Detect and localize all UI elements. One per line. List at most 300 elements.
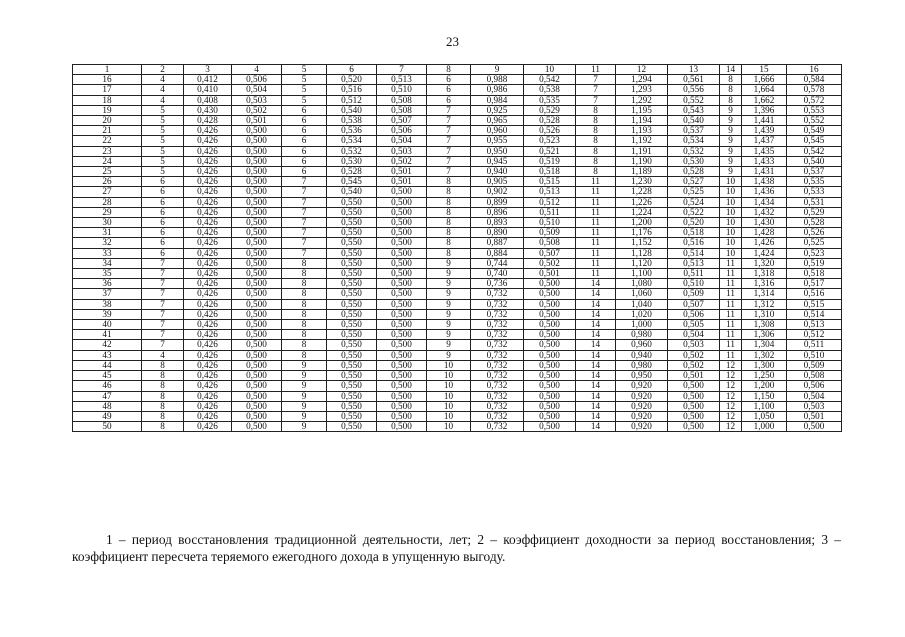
table-cell: 0,426 xyxy=(184,197,232,207)
table-cell: 0,512 xyxy=(524,197,576,207)
table-cell: 0,513 xyxy=(668,258,720,268)
table-cell: 1,100 xyxy=(742,401,787,411)
table-cell: 0,428 xyxy=(184,116,232,126)
table-cell: 0,584 xyxy=(787,75,842,85)
table-cell: 0,426 xyxy=(184,371,232,381)
table-cell: 10 xyxy=(427,371,471,381)
table-cell: 0,513 xyxy=(524,187,576,197)
table-cell: 0,430 xyxy=(184,105,232,115)
table-cell: 0,500 xyxy=(524,401,576,411)
table-cell: 48 xyxy=(73,401,142,411)
table-cell: 0,511 xyxy=(787,340,842,350)
table-cell: 0,500 xyxy=(377,330,427,340)
table-cell: 10 xyxy=(720,197,742,207)
table-cell: 8 xyxy=(720,85,742,95)
table-cell: 6 xyxy=(427,95,471,105)
table-cell: 11 xyxy=(576,197,616,207)
table-cell: 22 xyxy=(73,136,142,146)
table-cell: 33 xyxy=(73,248,142,258)
table-cell: 0,504 xyxy=(668,330,720,340)
table-cell: 0,514 xyxy=(668,248,720,258)
table-cell: 0,984 xyxy=(471,95,524,105)
table-cell: 8 xyxy=(576,167,616,177)
table-cell: 0,500 xyxy=(232,401,282,411)
table-cell: 12 xyxy=(720,411,742,421)
table-cell: 0,732 xyxy=(471,401,524,411)
table-cell: 0,426 xyxy=(184,360,232,370)
table-cell: 0,500 xyxy=(232,177,282,187)
table-cell: 0,550 xyxy=(327,299,377,309)
table-cell: 32 xyxy=(73,238,142,248)
table-cell: 1,080 xyxy=(616,279,668,289)
table-cell: 1,310 xyxy=(742,309,787,319)
table-cell: 0,896 xyxy=(471,207,524,217)
table-cell: 0,516 xyxy=(668,238,720,248)
table-cell: 0,518 xyxy=(524,167,576,177)
table-cell: 0,550 xyxy=(327,258,377,268)
table-cell: 0,899 xyxy=(471,197,524,207)
table-cell: 11 xyxy=(720,309,742,319)
table-cell: 0,500 xyxy=(377,238,427,248)
table-cell: 41 xyxy=(73,330,142,340)
table-cell: 5 xyxy=(142,136,184,146)
table-cell: 10 xyxy=(720,207,742,217)
table-cell: 0,940 xyxy=(471,167,524,177)
table-cell: 0,426 xyxy=(184,187,232,197)
table-cell: 0,537 xyxy=(668,126,720,136)
table-cell: 0,412 xyxy=(184,75,232,85)
table-cell: 11 xyxy=(720,289,742,299)
table-cell: 0,500 xyxy=(232,238,282,248)
table-cell: 0,500 xyxy=(232,228,282,238)
table-cell: 8 xyxy=(142,360,184,370)
table-cell: 0,527 xyxy=(668,177,720,187)
table-cell: 11 xyxy=(576,228,616,238)
table-cell: 0,529 xyxy=(524,105,576,115)
table-cell: 9 xyxy=(427,340,471,350)
table-cell: 1,192 xyxy=(616,136,668,146)
table-cell: 0,500 xyxy=(232,156,282,166)
table-cell: 0,408 xyxy=(184,95,232,105)
table-cell: 0,519 xyxy=(787,258,842,268)
table-cell: 0,501 xyxy=(232,116,282,126)
table-cell: 0,525 xyxy=(787,238,842,248)
table-cell: 0,520 xyxy=(327,75,377,85)
table-cell: 0,511 xyxy=(668,269,720,279)
table-cell: 0,732 xyxy=(471,299,524,309)
table-cell: 29 xyxy=(73,207,142,217)
table-cell: 10 xyxy=(720,177,742,187)
table-cell: 0,578 xyxy=(787,85,842,95)
table-cell: 9 xyxy=(282,401,327,411)
table-cell: 1,050 xyxy=(742,411,787,421)
table-cell: 6 xyxy=(142,207,184,217)
table-cell: 0,540 xyxy=(327,187,377,197)
table-cell: 44 xyxy=(73,360,142,370)
table-cell: 28 xyxy=(73,197,142,207)
table-cell: 0,500 xyxy=(377,279,427,289)
table-cell: 6 xyxy=(142,248,184,258)
table-cell: 1,226 xyxy=(616,197,668,207)
column-header: 2 xyxy=(142,65,184,75)
table-cell: 0,509 xyxy=(668,289,720,299)
table-cell: 0,506 xyxy=(232,75,282,85)
table-cell: 0,540 xyxy=(668,116,720,126)
table-cell: 0,732 xyxy=(471,391,524,401)
table-cell: 7 xyxy=(282,187,327,197)
table-cell: 0,500 xyxy=(377,299,427,309)
table-cell: 0,550 xyxy=(327,238,377,248)
table-cell: 0,740 xyxy=(471,269,524,279)
table-cell: 8 xyxy=(282,340,327,350)
table-cell: 35 xyxy=(73,269,142,279)
table-cell: 9 xyxy=(720,105,742,115)
table-cell: 0,503 xyxy=(232,95,282,105)
table-cell: 0,502 xyxy=(232,105,282,115)
table-cell: 0,500 xyxy=(377,422,427,432)
table-cell: 0,529 xyxy=(787,207,842,217)
table-cell: 0,426 xyxy=(184,401,232,411)
table-cell: 7 xyxy=(427,116,471,126)
column-header: 15 xyxy=(742,65,787,75)
table-cell: 1,020 xyxy=(616,309,668,319)
table-row xyxy=(73,187,842,197)
table-cell: 0,920 xyxy=(616,411,668,421)
table-cell: 0,732 xyxy=(471,360,524,370)
table-cell: 0,510 xyxy=(668,279,720,289)
table-cell: 10 xyxy=(720,238,742,248)
table-cell: 0,519 xyxy=(524,156,576,166)
table-cell: 0,426 xyxy=(184,411,232,421)
table-cell: 1,200 xyxy=(742,381,787,391)
table-cell: 0,500 xyxy=(377,320,427,330)
table-cell: 6 xyxy=(142,218,184,228)
table-cell: 0,552 xyxy=(787,116,842,126)
table-cell: 11 xyxy=(576,207,616,217)
table-cell: 25 xyxy=(73,167,142,177)
table-row xyxy=(73,371,842,381)
table-cell: 0,550 xyxy=(327,391,377,401)
table-cell: 0,506 xyxy=(668,309,720,319)
table-cell: 8 xyxy=(576,146,616,156)
table-row xyxy=(73,299,842,309)
table-row xyxy=(73,238,842,248)
table-cell: 1,100 xyxy=(616,269,668,279)
table-cell: 0,501 xyxy=(524,269,576,279)
table-cell: 0,528 xyxy=(524,116,576,126)
table-cell: 0,516 xyxy=(787,289,842,299)
table-row xyxy=(73,105,842,115)
table-cell: 6 xyxy=(427,75,471,85)
table-cell: 0,980 xyxy=(616,330,668,340)
table-cell: 0,500 xyxy=(377,207,427,217)
table-cell: 0,552 xyxy=(668,95,720,105)
table-cell: 9 xyxy=(427,330,471,340)
table-cell: 0,500 xyxy=(377,218,427,228)
column-header: 3 xyxy=(184,65,232,75)
table-cell: 0,550 xyxy=(327,279,377,289)
table-cell: 0,426 xyxy=(184,136,232,146)
table-cell: 43 xyxy=(73,350,142,360)
table-cell: 0,960 xyxy=(616,340,668,350)
table-cell: 14 xyxy=(576,340,616,350)
table-cell: 0,503 xyxy=(377,146,427,156)
table-cell: 0,426 xyxy=(184,350,232,360)
table-cell: 0,503 xyxy=(787,401,842,411)
table-cell: 0,500 xyxy=(232,289,282,299)
table-cell: 0,535 xyxy=(524,95,576,105)
table-cell: 5 xyxy=(142,156,184,166)
table-cell: 0,550 xyxy=(327,269,377,279)
table-cell: 9 xyxy=(720,156,742,166)
table-cell: 0,500 xyxy=(377,350,427,360)
table-row xyxy=(73,126,842,136)
table-cell: 0,965 xyxy=(471,116,524,126)
table-cell: 7 xyxy=(142,330,184,340)
table-cell: 0,500 xyxy=(232,340,282,350)
table-cell: 6 xyxy=(142,197,184,207)
table-cell: 4 xyxy=(142,75,184,85)
table-cell: 0,512 xyxy=(787,330,842,340)
table-cell: 0,502 xyxy=(377,156,427,166)
table-cell: 0,500 xyxy=(377,248,427,258)
table-cell: 1,430 xyxy=(742,218,787,228)
table-cell: 8 xyxy=(576,126,616,136)
table-cell: 7 xyxy=(427,156,471,166)
table-cell: 0,500 xyxy=(668,391,720,401)
table-cell: 7 xyxy=(282,197,327,207)
table-cell: 0,500 xyxy=(232,136,282,146)
table-cell: 0,545 xyxy=(787,136,842,146)
table-cell: 7 xyxy=(427,167,471,177)
table-cell: 0,509 xyxy=(787,360,842,370)
table-cell: 0,920 xyxy=(616,401,668,411)
table-cell: 0,426 xyxy=(184,156,232,166)
table-cell: 1,302 xyxy=(742,350,787,360)
table-cell: 1,439 xyxy=(742,126,787,136)
table-cell: 49 xyxy=(73,411,142,421)
table-cell: 0,526 xyxy=(787,228,842,238)
table-cell: 0,501 xyxy=(787,411,842,421)
table-cell: 6 xyxy=(427,85,471,95)
table-cell: 14 xyxy=(576,391,616,401)
table-cell: 0,732 xyxy=(471,381,524,391)
table-row xyxy=(73,411,842,421)
table-cell: 0,426 xyxy=(184,146,232,156)
table-cell: 12 xyxy=(720,360,742,370)
table-cell: 6 xyxy=(142,177,184,187)
table-cell: 8 xyxy=(427,228,471,238)
table-cell: 10 xyxy=(720,218,742,228)
table-cell: 34 xyxy=(73,258,142,268)
table-cell: 0,504 xyxy=(232,85,282,95)
table-cell: 8 xyxy=(142,371,184,381)
table-cell: 0,500 xyxy=(524,381,576,391)
table-cell: 0,732 xyxy=(471,309,524,319)
table-cell: 0,732 xyxy=(471,330,524,340)
table-cell: 0,508 xyxy=(377,105,427,115)
table-cell: 0,732 xyxy=(471,422,524,432)
table-row xyxy=(73,258,842,268)
table-cell: 0,550 xyxy=(327,422,377,432)
table-cell: 14 xyxy=(576,309,616,319)
table-cell: 10 xyxy=(720,248,742,258)
table-cell: 0,572 xyxy=(787,95,842,105)
table-cell: 8 xyxy=(282,279,327,289)
table-cell: 14 xyxy=(576,371,616,381)
table-cell: 0,920 xyxy=(616,391,668,401)
table-cell: 0,500 xyxy=(524,340,576,350)
table-cell: 0,500 xyxy=(232,350,282,360)
table-cell: 0,513 xyxy=(787,320,842,330)
table-cell: 8 xyxy=(142,401,184,411)
table-cell: 6 xyxy=(142,238,184,248)
table-cell: 10 xyxy=(427,422,471,432)
footnote: 1 – период восстановления традиционной деятельности, лет; 2 – коэффициент доходности за период восстановления; 3 – коэффициент пересчета теряемого ежегодного дохода в упущенную выгоду. xyxy=(72,532,841,564)
table-cell: 9 xyxy=(720,136,742,146)
table-cell: 7 xyxy=(427,126,471,136)
table-cell: 0,500 xyxy=(232,381,282,391)
table-row xyxy=(73,309,842,319)
table-cell: 1,150 xyxy=(742,391,787,401)
table-cell: 9 xyxy=(427,289,471,299)
table-row xyxy=(73,320,842,330)
table-cell: 1,195 xyxy=(616,105,668,115)
table-cell: 0,426 xyxy=(184,218,232,228)
column-header: 5 xyxy=(282,65,327,75)
table-cell: 8 xyxy=(576,116,616,126)
table-cell: 10 xyxy=(427,381,471,391)
table-cell: 0,500 xyxy=(524,360,576,370)
table-cell: 7 xyxy=(282,207,327,217)
table-cell: 0,518 xyxy=(787,269,842,279)
table-cell: 0,509 xyxy=(524,228,576,238)
table-cell: 8 xyxy=(282,269,327,279)
table-cell: 1,191 xyxy=(616,146,668,156)
table-cell: 12 xyxy=(720,391,742,401)
table-cell: 14 xyxy=(576,299,616,309)
table-row xyxy=(73,248,842,258)
table-cell: 9 xyxy=(282,371,327,381)
table-row xyxy=(73,75,842,85)
table-cell: 0,426 xyxy=(184,258,232,268)
table-cell: 0,543 xyxy=(668,105,720,115)
table-cell: 46 xyxy=(73,381,142,391)
table-cell: 8 xyxy=(142,381,184,391)
table-cell: 0,426 xyxy=(184,391,232,401)
table-cell: 1,426 xyxy=(742,238,787,248)
column-header: 11 xyxy=(576,65,616,75)
column-header: 4 xyxy=(232,65,282,75)
table-cell: 1,000 xyxy=(616,320,668,330)
table-cell: 8 xyxy=(576,136,616,146)
table-cell: 1,431 xyxy=(742,167,787,177)
table-cell: 9 xyxy=(427,269,471,279)
table-row xyxy=(73,228,842,238)
table-cell: 0,523 xyxy=(524,136,576,146)
table-cell: 18 xyxy=(73,95,142,105)
table-cell: 0,525 xyxy=(668,187,720,197)
table-cell: 11 xyxy=(576,177,616,187)
table-cell: 14 xyxy=(576,289,616,299)
table-cell: 0,540 xyxy=(787,156,842,166)
table-cell: 0,502 xyxy=(668,360,720,370)
table-cell: 9 xyxy=(427,350,471,360)
table-cell: 7 xyxy=(142,299,184,309)
table-cell: 14 xyxy=(576,381,616,391)
table-cell: 8 xyxy=(282,320,327,330)
table-cell: 10 xyxy=(720,187,742,197)
table-cell: 0,514 xyxy=(787,309,842,319)
table-cell: 0,884 xyxy=(471,248,524,258)
table-cell: 1,441 xyxy=(742,116,787,126)
table-cell: 0,945 xyxy=(471,156,524,166)
table-cell: 8 xyxy=(427,177,471,187)
table-cell: 0,426 xyxy=(184,126,232,136)
table-cell: 31 xyxy=(73,228,142,238)
table-cell: 1,230 xyxy=(616,177,668,187)
table-cell: 0,955 xyxy=(471,136,524,146)
table-cell: 0,500 xyxy=(232,360,282,370)
column-header: 13 xyxy=(668,65,720,75)
table-cell: 0,503 xyxy=(668,340,720,350)
table-cell: 0,426 xyxy=(184,320,232,330)
table-cell: 7 xyxy=(282,248,327,258)
table-cell: 0,533 xyxy=(787,187,842,197)
table-cell: 0,545 xyxy=(327,177,377,187)
table-cell: 0,528 xyxy=(327,167,377,177)
table-cell: 8 xyxy=(142,391,184,401)
table-cell: 0,530 xyxy=(327,156,377,166)
table-cell: 0,893 xyxy=(471,218,524,228)
table-cell: 17 xyxy=(73,85,142,95)
table-cell: 11 xyxy=(720,269,742,279)
table-cell: 7 xyxy=(576,85,616,95)
table-cell: 0,500 xyxy=(668,411,720,421)
table-header xyxy=(73,65,842,75)
table-cell: 23 xyxy=(73,146,142,156)
table-cell: 5 xyxy=(282,85,327,95)
table-cell: 7 xyxy=(142,279,184,289)
table-cell: 0,542 xyxy=(524,75,576,85)
table-cell: 9 xyxy=(720,146,742,156)
table-cell: 1,200 xyxy=(616,218,668,228)
table-cell: 0,426 xyxy=(184,238,232,248)
table-cell: 0,530 xyxy=(668,156,720,166)
table-cell: 0,410 xyxy=(184,85,232,95)
table-cell: 12 xyxy=(720,381,742,391)
table-cell: 1,437 xyxy=(742,136,787,146)
column-header: 14 xyxy=(720,65,742,75)
table-cell: 1,662 xyxy=(742,95,787,105)
table-cell: 11 xyxy=(720,320,742,330)
table-cell: 0,890 xyxy=(471,228,524,238)
table-cell: 0,500 xyxy=(232,391,282,401)
column-header: 7 xyxy=(377,65,427,75)
table-cell: 11 xyxy=(720,258,742,268)
table-cell: 8 xyxy=(427,248,471,258)
table-cell: 8 xyxy=(282,350,327,360)
table-cell: 0,549 xyxy=(787,126,842,136)
table-cell: 0,550 xyxy=(327,289,377,299)
column-header: 12 xyxy=(616,65,668,75)
table-cell: 0,500 xyxy=(377,269,427,279)
table-cell: 0,500 xyxy=(377,371,427,381)
table-cell: 0,925 xyxy=(471,105,524,115)
table-cell: 0,732 xyxy=(471,411,524,421)
table-cell: 0,980 xyxy=(616,360,668,370)
table-cell: 0,501 xyxy=(377,177,427,187)
